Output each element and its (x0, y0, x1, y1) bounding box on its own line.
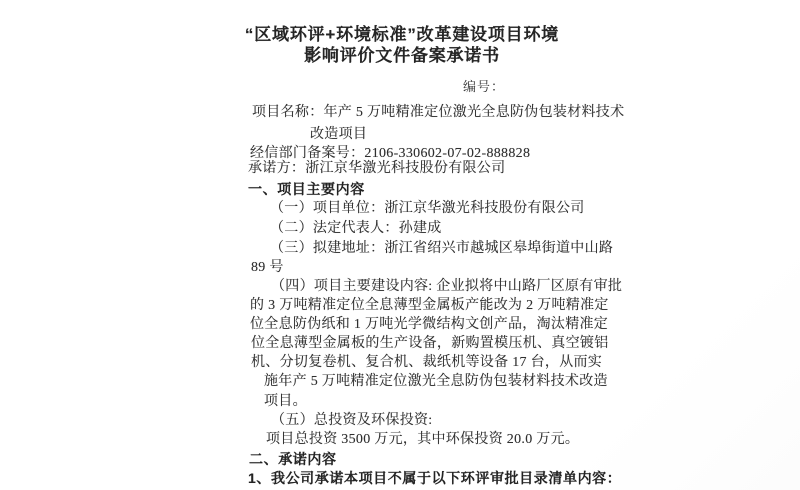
item-4-content-line1: （四）项目主要建设内容: 企业拟将中山路厂区原有审批 (271, 279, 623, 294)
item-3-address-line1: （三）拟建地址：浙江省绍兴市越城区皋埠街道中山路 (270, 241, 614, 256)
item-4-content-line4: 位全息薄型金属板的生产设备，新购置模压机、真空镀铝 (251, 336, 609, 351)
item-4-content-line5: 机、分切复卷机、复合机、裁纸机等设备 17 台，从而实 (251, 355, 603, 370)
serial-number-label: 编号： (463, 79, 506, 94)
section-1-heading: 一、项目主要内容 (248, 181, 365, 197)
item-4-content-line7: 项目。 (264, 394, 307, 409)
document-title-line1: “区域环评+环境标准”改革建设项目环境 (244, 25, 560, 44)
section-2-heading: 二、承诺内容 (249, 451, 337, 467)
item-5-investment-line: 项目总投资 3500 万元，其中环保投资 20.0 万元。 (266, 432, 580, 447)
promisor-line: 承诺方：浙江京华激光科技股份有限公司 (248, 161, 506, 176)
item-4-content-line2: 的 3 万吨精准定位全息薄型金属板产能改为 2 万吨精准定 (250, 298, 609, 313)
filing-number-line: 经信部门备案号：2106-330602-07-02-888828 (250, 146, 531, 161)
project-name-line1: 项目名称：年产 5 万吨精准定位激光全息防伪包装材料技术 (252, 105, 625, 120)
item-3-address-line2: 89 号 (251, 260, 284, 275)
project-name-line2: 改造项目 (310, 127, 368, 142)
item-4-content-line3: 位全息防伪纸和 1 万吨光学微结构文创产品，淘汰精准定 (250, 317, 609, 332)
item-4-content-line6: 施年产 5 万吨精准定位激光全息防伪包装材料技术改造 (264, 374, 608, 389)
document-title-line2: 影响评价文件备案承诺书 (304, 46, 500, 65)
item-2-legal-representative: （二）法定代表人：孙建成 (270, 221, 442, 236)
item-1-project-unit: （一）项目单位：浙江京华激光科技股份有限公司 (270, 201, 585, 216)
commitment-item-1: 1、我公司承诺本项目不属于以下环评审批目录清单内容： (248, 470, 622, 486)
document-title (222, 24, 582, 66)
item-5-heading: （五）总投资及环保投资: (271, 413, 433, 428)
